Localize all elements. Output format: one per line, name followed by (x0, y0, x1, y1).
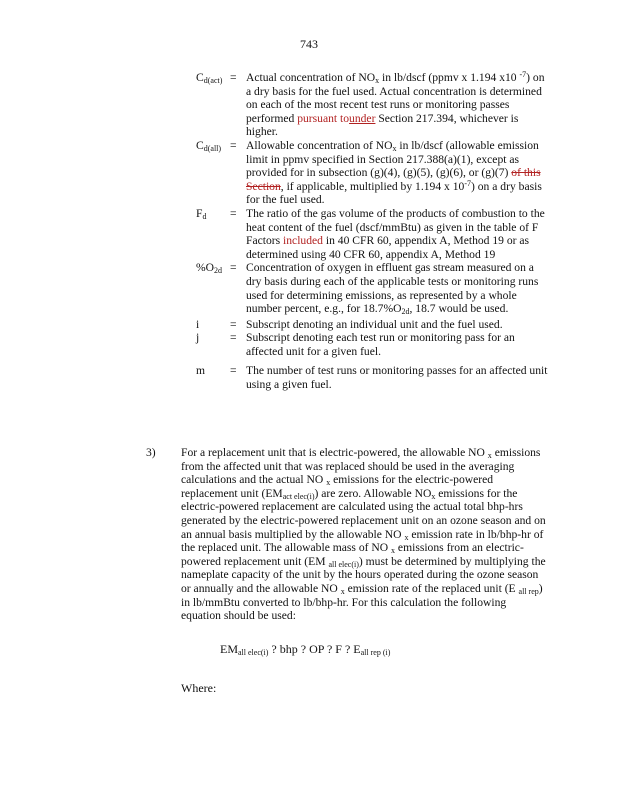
equals-sign: = (230, 364, 237, 378)
text-run: , 18.7 would be used. (409, 302, 509, 316)
definition-row (196, 331, 548, 358)
text-run: included (283, 234, 323, 248)
text-run: Allowable concentration of NO (246, 138, 393, 152)
definition-text (246, 331, 548, 358)
text-run: emissions from the affected unit that was replaced should be used in the averaging calculations and the actual NO (181, 446, 541, 487)
text-run: x (340, 586, 345, 596)
definition-row (196, 139, 548, 207)
definition-text (246, 364, 548, 391)
definition-symbol (196, 318, 230, 332)
text-run: emissions from an electric-powered replacement unit (EM (181, 541, 524, 568)
text-run: x (431, 491, 436, 501)
text-run: x (404, 532, 409, 542)
equation (220, 643, 390, 657)
paragraph-number: 3) (146, 446, 156, 459)
text-run: Concentration of oxygen in effluent gas stream measured on a dry basis during each of the applicable tests or monitoring runs used for determining emissions, as represented by a whole number percent, e.g., for 18.7%O (246, 261, 539, 316)
equals-sign: = (230, 71, 237, 84)
text-run: x (391, 546, 396, 556)
text-run: ) in lb/mmBtu converted to lb/bhp-hr. For this calculation the following equation should be used: (181, 581, 543, 623)
text-run: emissions for the electric-powered replacement are calculated using the actual total bhp-hrs generated by the electric-powered replacement unit on an ozone season and on an annual basis multiplied by the allowable NO (181, 486, 546, 541)
definition-text (246, 261, 548, 315)
text-run: in 40 CFR 60, appendix A, Method 19 or as determined using 40 CFR 60, appendix A, Method 19 (246, 234, 530, 261)
symbol-base: %O (196, 261, 215, 275)
definition-symbol (196, 207, 230, 261)
text-run: emission rate of the replaced unit (E (344, 581, 519, 595)
definition-row (196, 71, 548, 139)
text-run: 2d (401, 307, 410, 317)
definition-symbol (196, 139, 230, 207)
definition-row (196, 207, 548, 261)
definition-row (196, 364, 548, 391)
text-run: emission rate in lb/bhp-hr of the replaced unit. The allowable mass of NO (181, 527, 544, 555)
symbol-base: C (196, 138, 204, 152)
definition-symbol (196, 364, 230, 391)
where-label: Where: (181, 681, 217, 695)
symbol-subscript: d (202, 211, 207, 221)
symbol-subscript: 2d (214, 266, 223, 276)
text-run: Actual concentration of NO (246, 71, 376, 84)
definition-text (246, 71, 548, 139)
text-run: of this Section (246, 166, 541, 193)
text-run: For a replacement unit that is electric-powered, the allowable NO (181, 446, 488, 459)
equals-sign: = (230, 206, 237, 220)
symbol-base: F (196, 206, 203, 220)
text-run: act elec(i) (282, 491, 315, 501)
symbol-base: i (196, 317, 200, 331)
symbol-base: m (196, 364, 206, 378)
text-run: x (392, 143, 397, 153)
text-run: all rep (i) (360, 648, 391, 657)
text-run: -7 (464, 178, 471, 188)
definition-row (196, 318, 548, 332)
paragraph-text (181, 446, 546, 623)
text-run: all elec(i) (238, 648, 269, 657)
paragraph-3 (146, 446, 546, 623)
text-run: ) are zero. Allowable NO (314, 486, 432, 500)
text-run: x (375, 76, 380, 85)
text-run: EM (220, 642, 238, 656)
text-run: in lb/dscf (allowable emission limit in ppmv specified in Section 217.388(a)(1), except as provided for in subsection (g)(4), (g)(5), (g)(6), or (g)(7) (246, 138, 539, 180)
text-run: x (326, 478, 331, 488)
text-run: under (349, 111, 376, 125)
definition-text (246, 318, 548, 332)
text-run: in lb/dscf (ppmv x 1.194 x10 (379, 71, 520, 84)
text-run: all elec(i) (328, 559, 359, 569)
text-run: -7 (519, 70, 527, 79)
definition-text (246, 207, 548, 261)
text-run: emissions for the electric-powered replacement unit (EM (181, 473, 494, 500)
definition-row (196, 261, 548, 315)
text-run: all rep (518, 586, 539, 596)
text-run: ) on a dry basis for the fuel used. Actual concentration is determined on each of the most recent test runs or monitoring passes performed (246, 71, 545, 125)
text-run: , if applicable, multiplied by 1.194 x 10 (280, 179, 465, 193)
symbol-subscript: d(all) (203, 143, 222, 153)
text-run: ) must be determined by multiplying the nameplate capacity of the unit by the hours operated during the ozone season or annually and the allowable NO (181, 554, 546, 595)
symbol-base: C (196, 71, 204, 84)
equals-sign: = (230, 261, 237, 275)
equals-sign: = (230, 317, 237, 331)
text-run: The ratio of the gas volume of the products of combustion to the heat content of the fuel (dscf/mmBtu) as given in the table of F Factors (246, 206, 545, 248)
text-run: Subscript denoting each test run or monitoring pass for an affected unit for a given fuel. (246, 331, 515, 358)
equals-sign: = (230, 138, 237, 152)
definition-symbol (196, 261, 230, 315)
symbol-base: j (196, 331, 200, 345)
symbol-subscript: d(act) (203, 76, 223, 85)
definition-symbol (196, 71, 230, 139)
text-run: x (487, 451, 492, 460)
text-run: Subscript denoting an individual unit and the fuel used. (246, 317, 503, 331)
text-run: The number of test runs or monitoring passes for an affected unit using a given fuel. (246, 364, 548, 392)
text-run: pursuant to (297, 111, 350, 125)
page-number: 743 (300, 37, 318, 51)
definition-text (246, 139, 548, 207)
text-run: Section 217.394, whichever is higher. (246, 111, 519, 139)
text-run: ) on a dry basis for the fuel used. (246, 179, 542, 207)
definition-symbol (196, 331, 230, 358)
text-run: ? bhp ? OP ? F ? E (268, 642, 361, 656)
equals-sign: = (230, 331, 237, 345)
definitions-list (196, 71, 548, 392)
